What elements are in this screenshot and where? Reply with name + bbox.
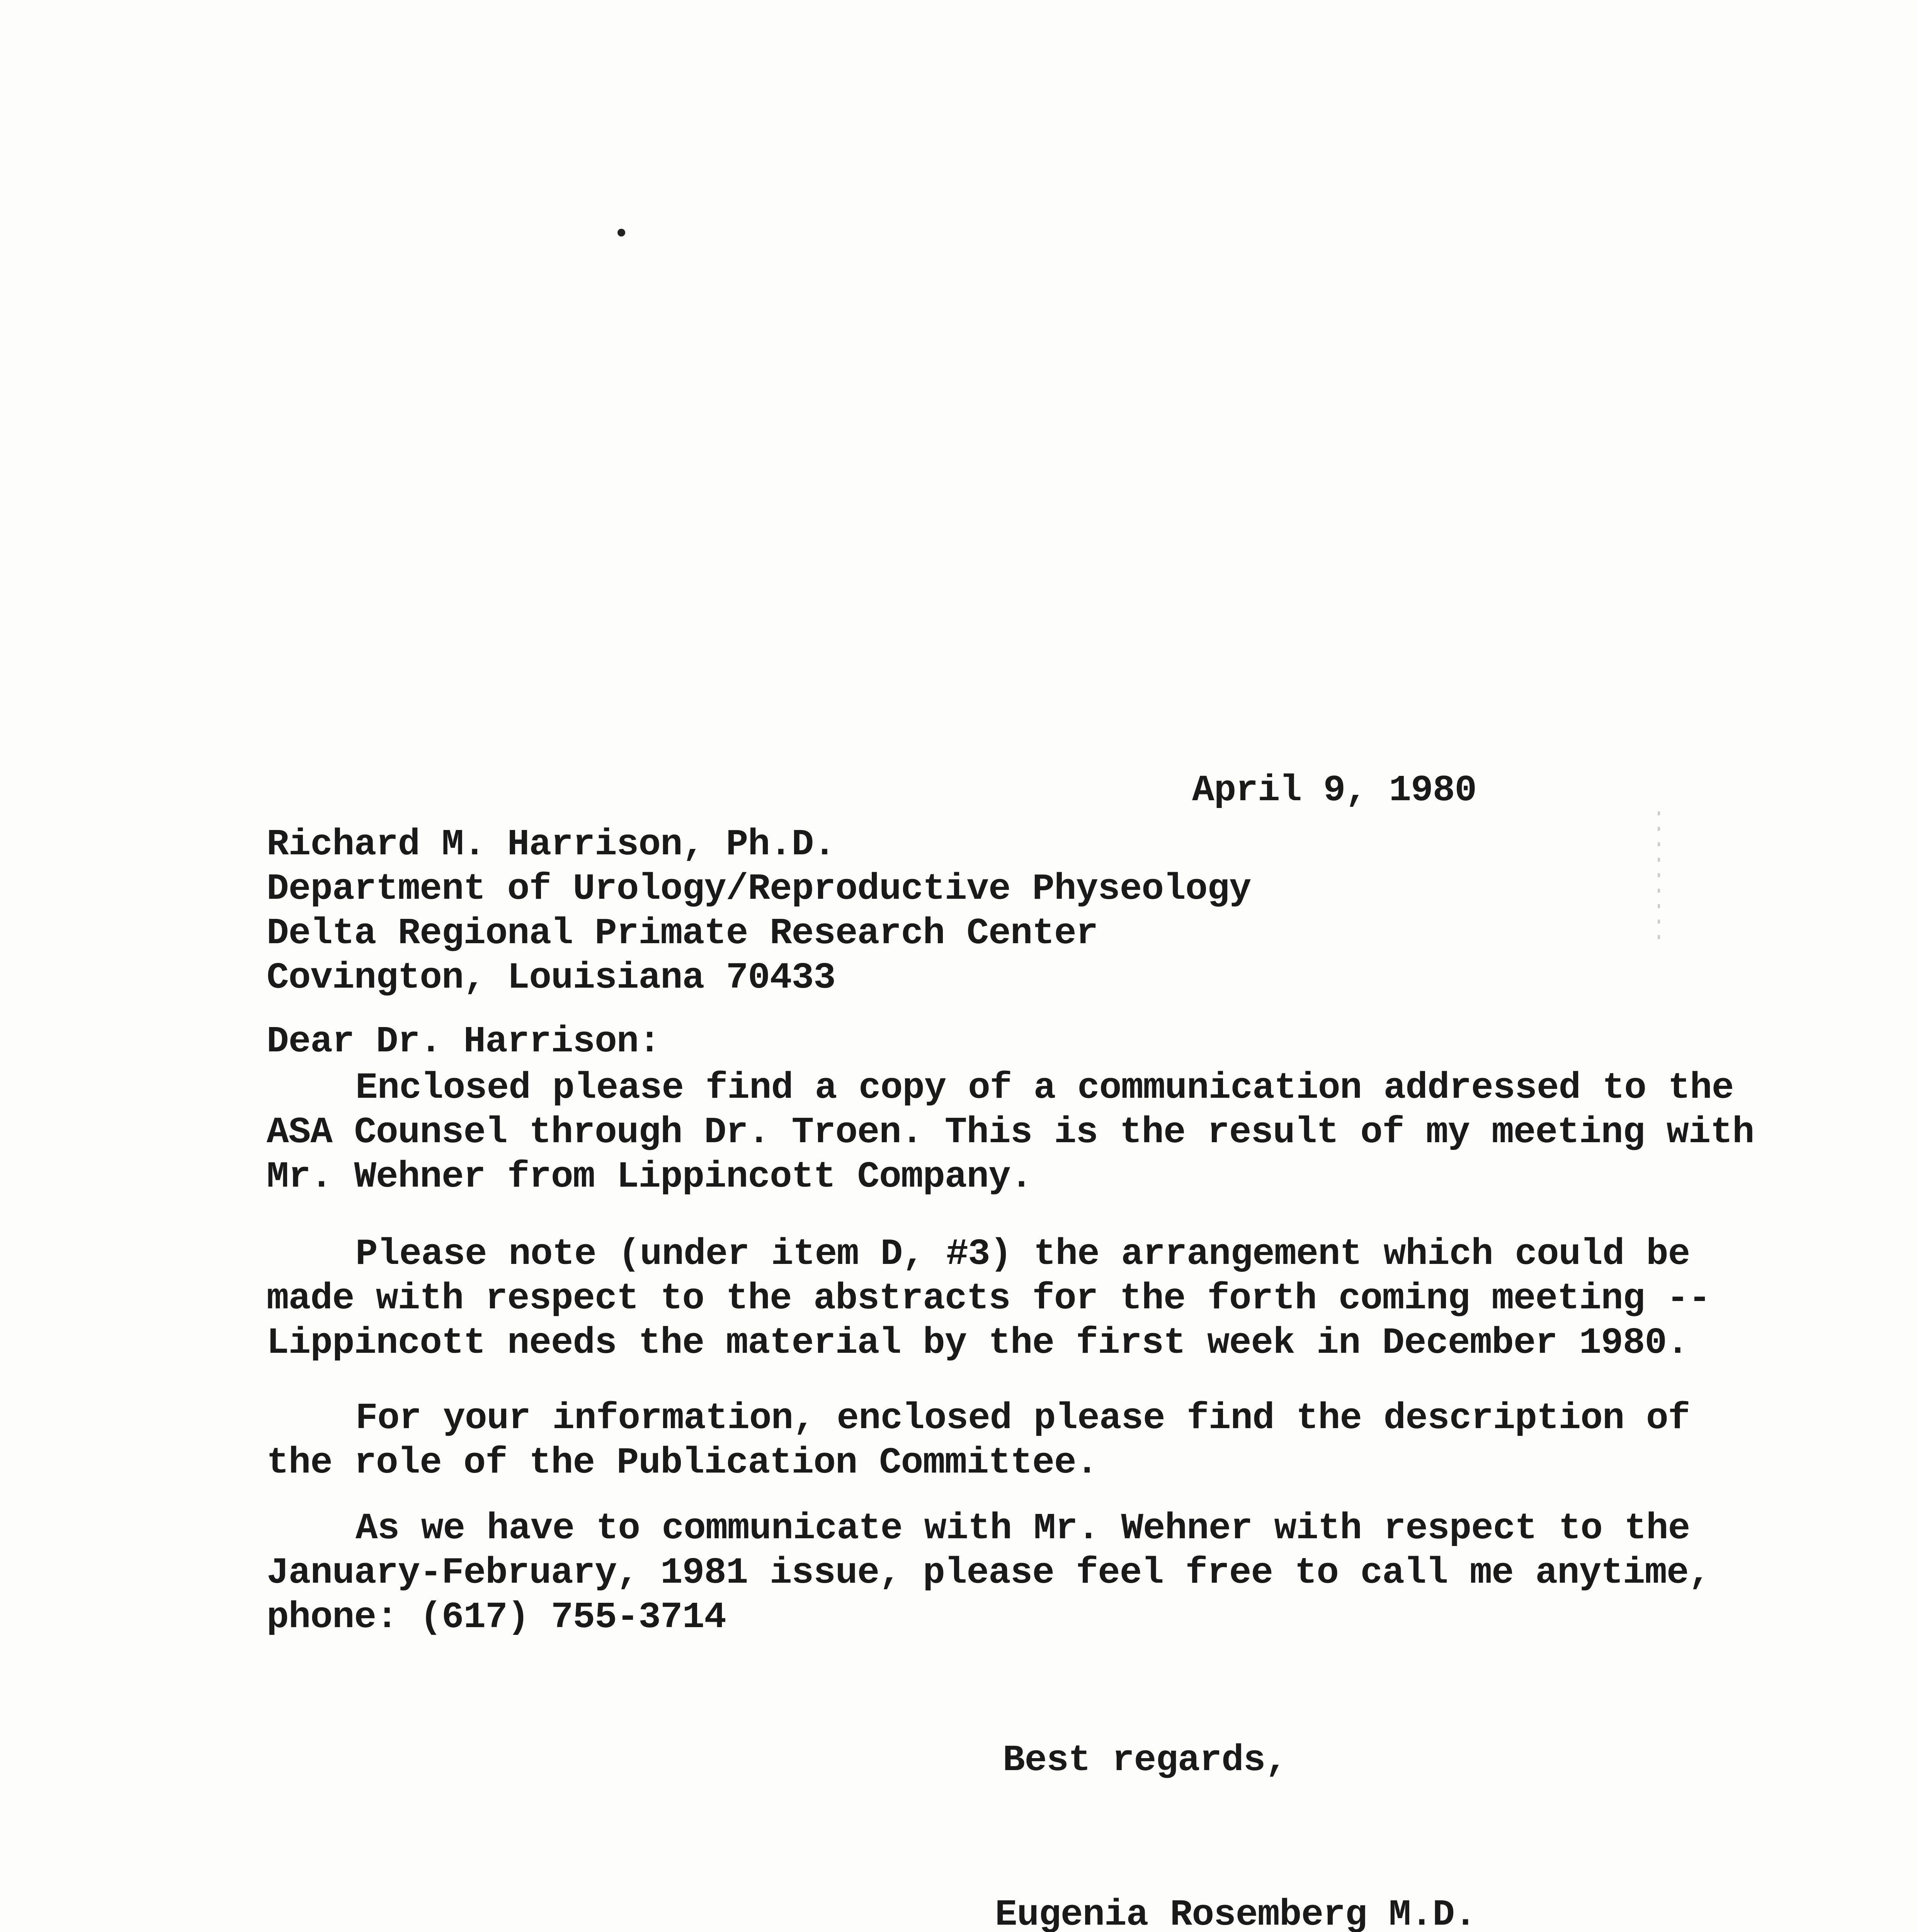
ink-speck: [617, 229, 625, 236]
paragraph-2-line-1: Please note (under item D, #3) the arrangement which could be: [356, 1233, 1690, 1275]
paragraph-3-line-2: the role of the Publication Committee.: [267, 1442, 1098, 1484]
paragraph-1-line-1: Enclosed please find a copy of a communication addressed to the: [356, 1067, 1734, 1109]
recipient-name: Richard M. Harrison, Ph.D.: [267, 823, 835, 866]
recipient-department: Department of Urology/Reproductive Physeology: [267, 868, 1251, 910]
letter-date: April 9, 1980: [1192, 769, 1476, 811]
paragraph-3-line-1: For your information, enclosed please find the description of: [356, 1397, 1690, 1439]
paragraph-2-line-2: made with respect to the abstracts for the forth coming meeting --: [267, 1277, 1711, 1320]
paragraph-1-line-3: Mr. Wehner from Lippincott Company.: [267, 1156, 1032, 1198]
salutation: Dear Dr. Harrison:: [267, 1020, 660, 1063]
recipient-institution: Delta Regional Primate Research Center: [267, 912, 1098, 954]
recipient-city: Covington, Louisiana 70433: [267, 957, 835, 999]
paragraph-2-line-3: Lippincott needs the material by the first week in December 1980.: [267, 1322, 1689, 1364]
paragraph-1-line-2: ASA Counsel through Dr. Troen. This is the result of my meeting with: [267, 1111, 1754, 1153]
signer-name: Eugenia Rosemberg M.D.: [995, 1894, 1476, 1932]
paragraph-4-line-3: phone: (617) 755-3714: [267, 1596, 726, 1638]
closing: Best regards,: [1003, 1739, 1287, 1781]
paragraph-4-line-1: As we have to communicate with Mr. Wehner with respect to the: [356, 1507, 1690, 1549]
margin-mark: [1658, 811, 1660, 951]
paragraph-4-line-2: January-February, 1981 issue, please feel free to call me anytime,: [267, 1552, 1711, 1594]
